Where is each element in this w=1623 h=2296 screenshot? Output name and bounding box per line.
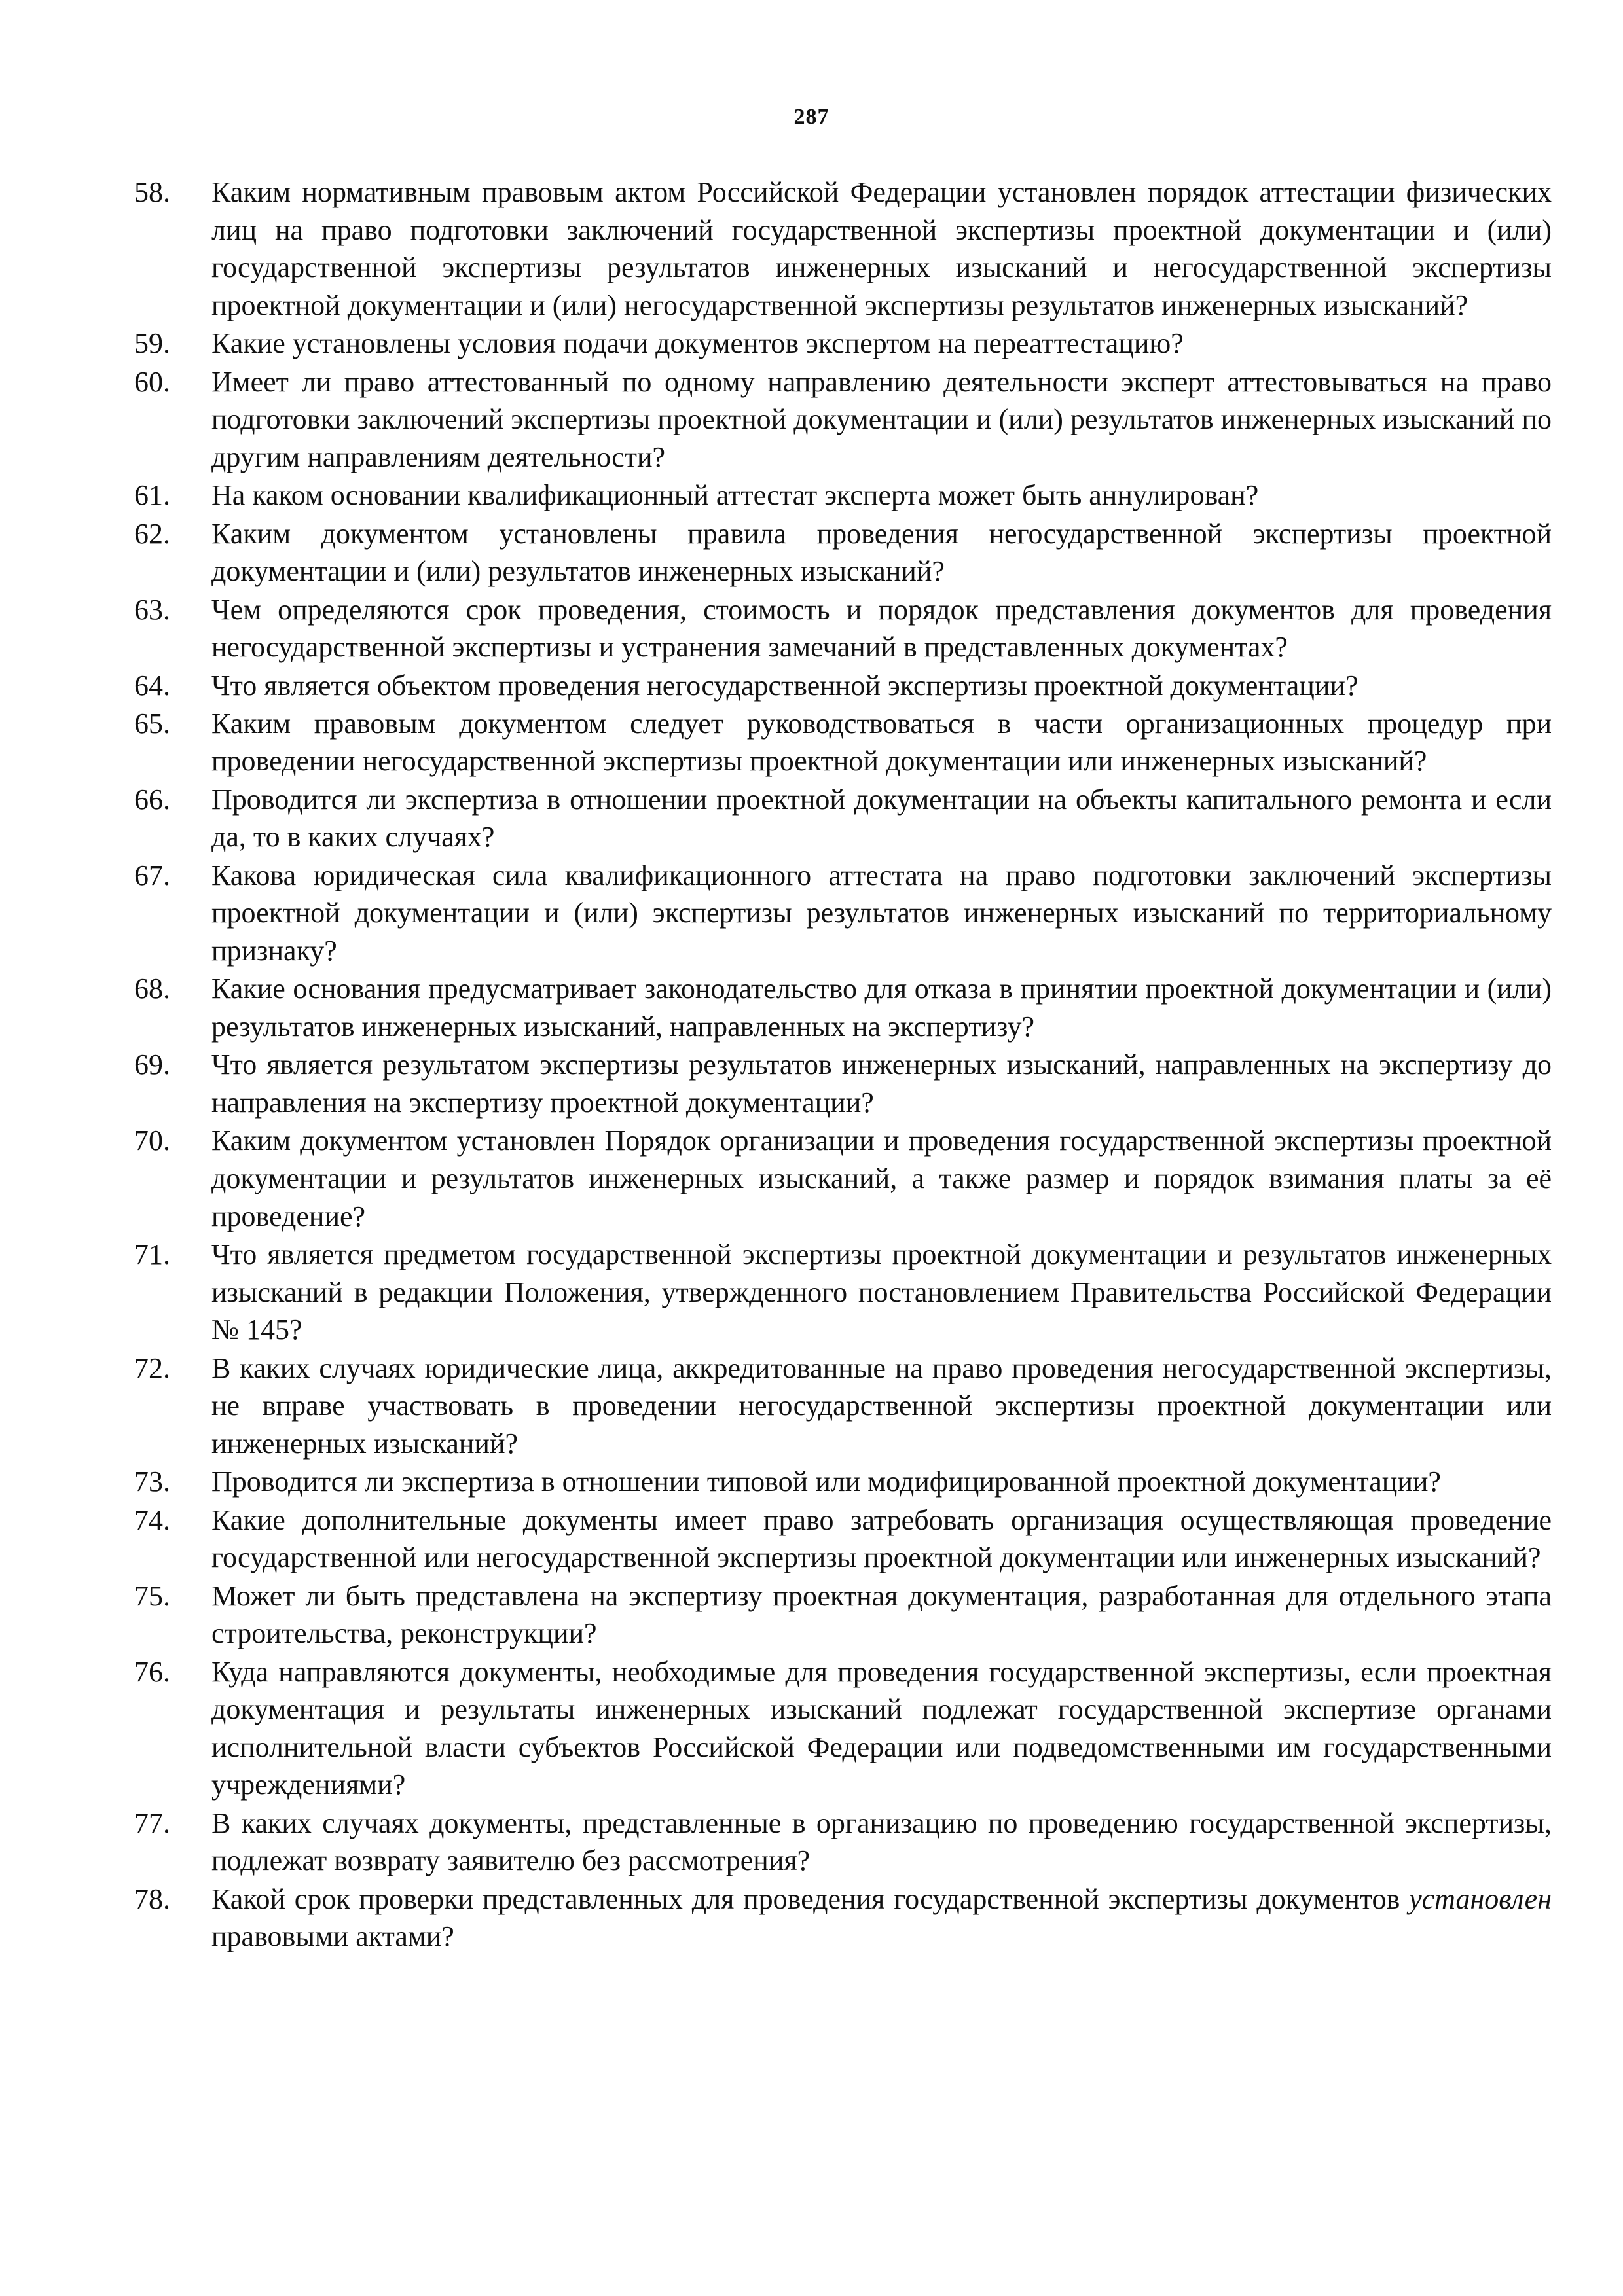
page-number: 287	[793, 105, 830, 129]
item-number: 62.	[134, 517, 170, 550]
item-text: На каком основании квалификационный аттестат эксперта может быть аннулирован?	[211, 479, 1259, 512]
item-text: Каким правовым документом следует руководствоваться в части организационных процедур при проведении негосударственной экспертизы проектной документации или инженерных изысканий?	[211, 707, 1552, 778]
list-item	[134, 363, 1552, 476]
item-text: Какие дополнительные документы имеет право затребовать организация осуществляющая проведение государственной или негосударственной экспертизы проектной документации или инженерных изысканий?	[211, 1503, 1552, 1574]
item-text: Каким документом установлены правила проведения негосударственной экспертизы проектной документации и (или) результатов инженерных изысканий?	[211, 517, 1552, 588]
item-number: 60.	[134, 365, 170, 398]
list-item	[134, 1653, 1552, 1804]
list-item	[134, 515, 1552, 590]
item-number: 72.	[134, 1352, 170, 1384]
list-item	[134, 970, 1552, 1045]
item-text: Что является предметом государственной экспертизы проектной документации и результатов инженерных изысканий в редакции Положения, утвержденного постановлением Правительства Российской Федерации № 145?	[211, 1238, 1552, 1346]
item-number: 76.	[134, 1655, 170, 1688]
item-text: Чем определяются срок проведения, стоимость и порядок представления документов для проведения негосударственной экспертизы и устранения замечаний в представленных документах?	[211, 593, 1552, 664]
item-text-italic: установлен	[1409, 1882, 1552, 1915]
item-text-part: Какой срок проверки представленных для проведения государственной экспертизы документов	[211, 1882, 1400, 1915]
item-text: Каким нормативным правовым актом Российской Федерации установлен порядок аттестации физических лиц на право подготовки заключений государственной экспертизы проектной документации и (или) государственной экспертизы результатов инженерных изысканий и негосударственной экспертизы проектной документации и (или) негосударственной экспертизы результатов инженерных изысканий?	[211, 176, 1552, 321]
list-item	[134, 476, 1552, 514]
list-item	[134, 1463, 1552, 1501]
item-number: 58.	[134, 176, 170, 208]
list-item	[134, 1122, 1552, 1235]
item-number: 59.	[134, 327, 170, 360]
list-item	[134, 1501, 1552, 1577]
item-number: 78.	[134, 1882, 170, 1915]
item-text: Что является результатом экспертизы результатов инженерных изысканий, направленных на экспертизу до направления на экспертизу проектной документации?	[211, 1049, 1552, 1119]
item-text: Какие установлены условия подачи документов экспертом на переаттестацию?	[211, 327, 1184, 360]
item-text: Проводится ли экспертиза в отношении типовой или модифицированной проектной документации?	[211, 1465, 1441, 1498]
item-number: 66.	[134, 783, 170, 816]
item-number: 68.	[134, 973, 170, 1005]
item-text: Какова юридическая сила квалификационного аттестата на право подготовки заключений экспертизы проектной документации и (или) экспертизы результатов инженерных изысканий по территориальному признаку?	[211, 859, 1552, 967]
item-text: Проводится ли экспертиза в отношении проектной документации на объекты капитального ремонта и если да, то в каких случаях?	[211, 783, 1552, 853]
list-item	[134, 173, 1552, 324]
item-number: 64.	[134, 669, 170, 702]
item-number: 71.	[134, 1238, 170, 1270]
item-number: 67.	[134, 859, 170, 891]
list-item	[134, 781, 1552, 856]
list-item	[134, 1804, 1552, 1880]
item-number: 75.	[134, 1579, 170, 1612]
item-text-part: правовыми актами?	[211, 1920, 454, 1953]
item-text	[211, 1880, 1552, 1956]
item-number: 63.	[134, 593, 170, 626]
list-item	[134, 1236, 1552, 1349]
list-item	[134, 857, 1552, 970]
item-text: В каких случаях юридические лица, аккредитованные на право проведения негосударственной экспертизы, не вправе участвовать в проведении негосударственной экспертизы проектной документации или инженерных изысканий?	[211, 1352, 1552, 1460]
item-number: 73.	[134, 1465, 170, 1498]
item-text: Имеет ли право аттестованный по одному направлению деятельности эксперт аттестовываться на право подготовки заключений экспертизы проектной документации и (или) результатов инженерных изысканий по другим направлениям деятельности?	[211, 365, 1552, 473]
item-number: 61.	[134, 479, 170, 512]
list-item	[134, 1880, 1552, 1956]
list-item	[134, 1046, 1552, 1121]
list-item	[134, 1577, 1552, 1653]
item-number: 70.	[134, 1124, 170, 1157]
item-text: Может ли быть представлена на экспертизу проектная документация, разработанная для отдельного этапа строительства, реконструкции?	[211, 1579, 1552, 1650]
list-item	[134, 591, 1552, 666]
list-item	[134, 705, 1552, 780]
question-list	[134, 173, 1552, 1956]
list-item	[134, 1350, 1552, 1463]
item-text: Какие основания предусматривает законодательство для отказа в принятии проектной документации и (или) результатов инженерных изысканий, направленных на экспертизу?	[211, 973, 1552, 1043]
item-number: 69.	[134, 1049, 170, 1081]
item-number: 74.	[134, 1503, 170, 1536]
item-number: 77.	[134, 1806, 170, 1839]
item-text: Что является объектом проведения негосударственной экспертизы проектной документации?	[211, 669, 1359, 702]
item-text: Каким документом установлен Порядок организации и проведения государственной экспертизы проектной документации и результатов инженерных изысканий, а также размер и порядок взимания платы за её проведение?	[211, 1124, 1552, 1232]
item-text: Куда направляются документы, необходимые для проведения государственной экспертизы, если проектная документация и результаты инженерных изысканий подлежат государственной экспертизе органами исполнительной власти субъектов Российской Федерации или подведомственными им государственными учреждениями?	[211, 1655, 1552, 1801]
list-item	[134, 667, 1552, 705]
item-number: 65.	[134, 707, 170, 740]
list-item	[134, 325, 1552, 363]
item-text: В каких случаях документы, представленные в организацию по проведению государственной экспертизы, подлежат возврату заявителю без рассмотрения?	[211, 1806, 1552, 1877]
